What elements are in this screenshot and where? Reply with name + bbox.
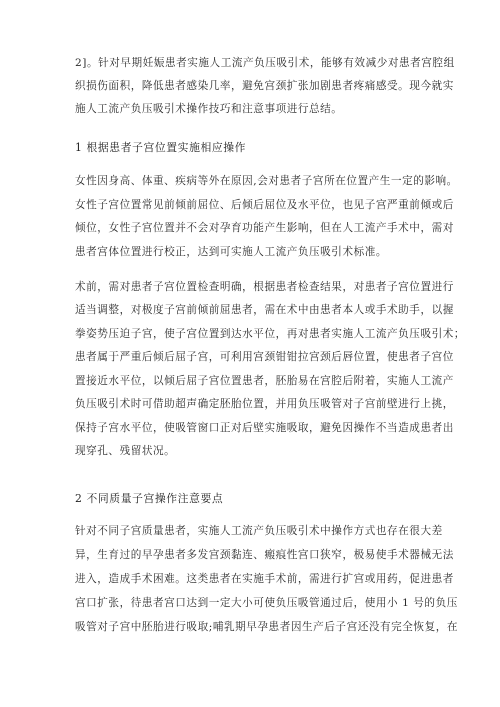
- section-1-p2-line-8: 现穿孔、残留状况。: [75, 445, 176, 457]
- section-2-p1-line-3: 进入，造成手术困难。这类患者在实施手术前，需进行扩宫或用药，促进患者: [75, 573, 454, 585]
- section-1-p2-line-7: 保持子宫水平位，使吸管窗口正对后壁实施吸取，避免因操作不当造成患者出: [75, 422, 454, 434]
- section-1-p2-line-3: 拳姿势压迫子宫，使子宫位置到达水平位，再对患者实施人工流产负压吸引术；: [75, 328, 466, 340]
- section-2-p1-line-2: 异，生育过的早孕患者多发宫颈黏连、瘢痕性宫口狭窄，极易使手术器械无法: [75, 549, 454, 561]
- section-1-p1-line-2: 女性子宫位置常见前倾前屈位、后倾后屈位及水平位，也见子宫严重前倾或后: [75, 199, 454, 211]
- section-2-p1-line-5: 吸管对子宫中胚胎进行吸取;哺乳期早孕患者因生产后子宫还没有完全恢复，在: [75, 621, 459, 633]
- section-1-p2-line-2: 适当调整，对极度子宫前倾前屈患者，需在术中由患者本人或手术助手，以握: [75, 304, 454, 316]
- section-1-p1-line-3: 倾位，女性子宫位置并不会对孕育功能产生影响，但在人工流产手术中，需对: [75, 222, 454, 234]
- intro-line-3: 施人工流产负压吸引术操作技巧和注意事项进行总结。: [75, 103, 343, 115]
- section-1-p2-line-1: 术前，需对患者子宫位置检查明确，根据患者检查结果，对患者子宫位置进行: [75, 281, 454, 293]
- section-2-heading: 2 不同质量子宫操作注意要点: [75, 492, 224, 505]
- section-2-p1-line-4: 宫口扩张，待患者宫口达到一定大小可使负压吸管通过后，使用小 1 号的负压: [75, 597, 458, 609]
- section-1-p1-line-4: 患者宫体位置进行校正，达到可实施人工流产负压吸引术标准。: [75, 246, 388, 258]
- intro-line-2: 织损伤面积，降低患者感染几率，避免宫颈扩张加剧患者疼痛感受。现今就实: [75, 80, 454, 92]
- section-1-p1-line-1: 女性因身高、体重、疾病等外在原因,会对患者子宫所在位置产生一定的影响。: [75, 175, 458, 187]
- section-1-heading: 1 根据患者子宫位置实施相应操作: [75, 141, 247, 154]
- section-1-p2-line-6: 负压吸引术时可借助超声确定胚胎位置，并用负压吸管对子宫前壁进行上挑，: [75, 398, 454, 410]
- intro-line-1: 2]。针对早期妊娠患者实施人工流产负压吸引术，能够有效减少对患者宫腔组: [75, 57, 455, 69]
- section-2-p1-line-1: 针对不同子宫质量患者，实施人工流产负压吸引术中操作方式也存在很大差: [75, 525, 443, 537]
- section-1-p2-line-4: 患者属于严重后倾后屈子宫，可利用宫颈钳钳拉宫颈后唇位置，使患者子宫位: [75, 351, 454, 363]
- section-1-p2-line-5: 置接近水平位，以倾后屈子宫位置患者，胚胎易在宫腔后附着，实施人工流产: [75, 375, 454, 387]
